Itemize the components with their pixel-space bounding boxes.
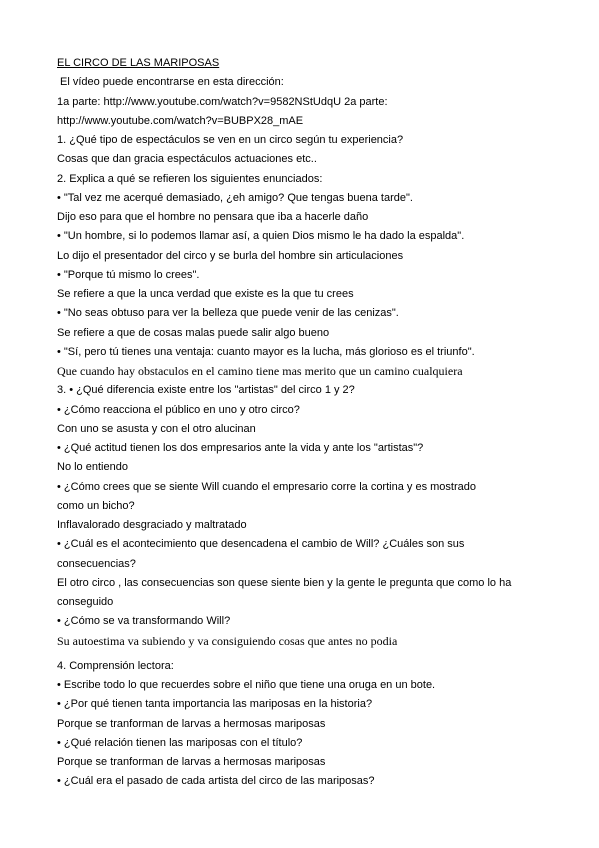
q2-answer-5: Que cuando hay obstaculos en el camino tiene mas merito que un camino cualquiera <box>57 364 463 378</box>
q4-question-4: • ¿Cuál era el pasado de cada artista del circo de las mariposas? <box>57 775 375 788</box>
answer-1: Cosas que dan gracia espectáculos actuaciones etc.. <box>57 153 317 166</box>
q3-answer-2: No lo entiendo <box>57 461 128 474</box>
q3-answer-4: El otro circo , las consecuencias son quese siente bien y la gente le pregunta que como lo ha <box>57 576 512 589</box>
q2-quote-4: • "No seas obtuso para ver la belleza que puede venir de las cenizas". <box>57 307 399 320</box>
document-body <box>57 54 557 792</box>
video-link-line-1[interactable]: 1a parte: http://www.youtube.com/watch?v=9582NStUdqU 2a parte: <box>57 95 388 108</box>
video-link-line-2[interactable]: http://www.youtube.com/watch?v=BUBPX28_mAE <box>57 114 304 127</box>
q2-answer-4: Se refiere a que de cosas malas puede salir algo bueno <box>57 326 330 339</box>
q3-answer-4-cont: conseguido <box>57 596 114 608</box>
q4-question-3: • ¿Qué relación tienen las mariposas con el título? <box>57 736 303 749</box>
q3-answer-1: Con uno se asusta y con el otro alucinan <box>57 422 256 435</box>
q2-quote-2: • "Un hombre, si lo podemos llamar así, a quien Dios mismo le ha dado la espalda". <box>57 230 465 243</box>
question-1: 1. ¿Qué tipo de espectáculos se ven en un circo según tu experiencia? <box>57 134 404 146</box>
q3-question-4-cont: consecuencias? <box>57 557 136 570</box>
q4-question-1: • Escribe todo lo que recuerdes sobre el niño que tiene una oruga en un bote. <box>57 679 436 691</box>
q4-question-2: • ¿Por qué tienen tanta importancia las mariposas en la historia? <box>57 698 373 711</box>
question-4: 4. Comprensión lectora: <box>57 659 174 672</box>
q2-answer-1: Dijo eso para que el hombre no pensara que iba a hacerle daño <box>57 211 369 223</box>
q2-answer-3: Se refiere a que la unca verdad que existe es la que tu crees <box>57 288 354 300</box>
intro-text: El vídeo puede encontrarse en esta dirección: <box>60 76 284 89</box>
q3-question-5: • ¿Cómo se va transformando Will? <box>57 615 231 628</box>
q4-answer-3: Porque se tranforman de larvas a hermosas mariposas <box>57 756 326 768</box>
q3-answer-3: Inflavalorado desgraciado y maltratado <box>57 519 247 531</box>
q2-quote-5: • "Sí, pero tú tienes una ventaja: cuanto mayor es la lucha, más glorioso es el triunfo". <box>57 345 475 358</box>
question-3: 3. • ¿Qué diferencia existe entre los "artistas" del circo 1 y 2? <box>57 384 355 397</box>
q3-question-4: • ¿Cuál es el acontecimiento que desencadena el cambio de Will? ¿Cuáles son sus <box>57 538 465 551</box>
q3-question-1: • ¿Cómo reacciona el público en uno y otro circo? <box>57 403 300 416</box>
document-title: EL CIRCO DE LAS MARIPOSAS <box>57 57 220 69</box>
q3-question-3: • ¿Cómo crees que se siente Will cuando el empresario corre la cortina y es mostrado <box>57 480 476 493</box>
q3-question-3-cont: como un bicho? <box>57 499 135 512</box>
q2-quote-3: • "Porque tú mismo lo crees". <box>57 268 200 281</box>
q4-answer-2: Porque se tranforman de larvas a hermosas mariposas <box>57 717 326 730</box>
q3-question-2: • ¿Qué actitud tienen los dos empresarios ante la vida y ante los "artistas"? <box>57 442 424 454</box>
q2-quote-1: • "Tal vez me acerqué demasiado, ¿eh amigo? Que tengas buena tarde". <box>57 191 413 204</box>
question-2: 2. Explica a qué se refieren los siguientes enunciados: <box>57 172 323 185</box>
q2-answer-2: Lo dijo el presentador del circo y se burla del hombre sin articulaciones <box>57 249 404 262</box>
q3-answer-5: Su autoestima va subiendo y va consiguiendo cosas que antes no podia <box>57 633 398 648</box>
